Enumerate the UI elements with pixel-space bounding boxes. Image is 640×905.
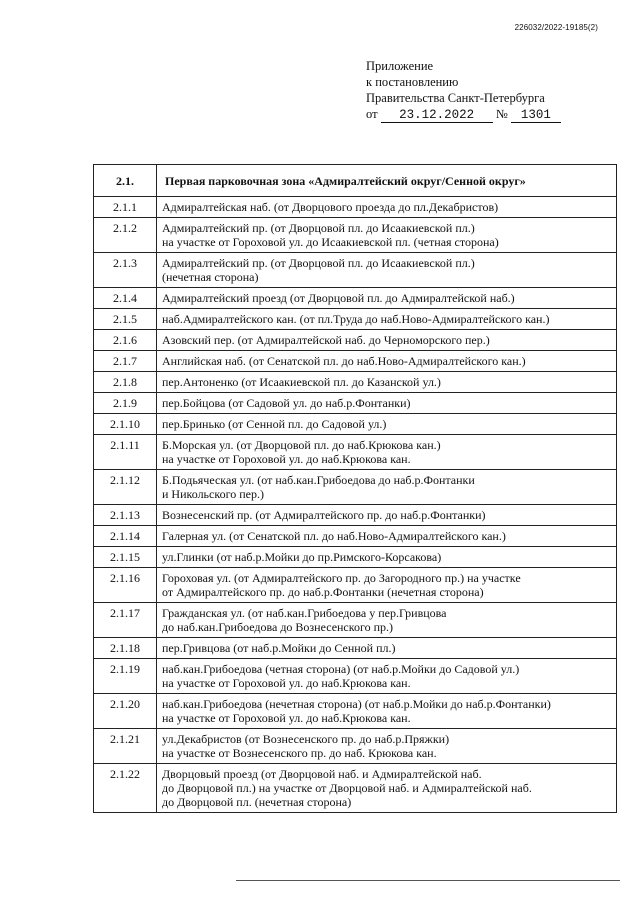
row-street-description xyxy=(157,603,617,638)
description-line: пер.Бринько (от Сенной пл. до Садовой ул.) xyxy=(162,417,387,431)
row-code: 2.1.12 xyxy=(94,470,157,505)
row-street-description xyxy=(157,197,617,218)
appendix-block xyxy=(366,58,561,123)
description-line: Английская наб. (от Сенатской пл. до наб.Ново-Адмиралтейского кан.) xyxy=(162,354,526,368)
row-street-description xyxy=(157,694,617,729)
row-street-description xyxy=(157,351,617,372)
description-line: на участке от Гороховой ул. до наб.Крюкова кан. xyxy=(162,676,411,690)
document-registration-number: 226032/2022-19185(2) xyxy=(514,23,598,32)
row-street-description xyxy=(157,568,617,603)
row-code: 2.1.22 xyxy=(94,764,157,813)
row-code: 2.1.4 xyxy=(94,288,157,309)
bottom-divider xyxy=(236,880,620,881)
row-street-description xyxy=(157,372,617,393)
row-street-description xyxy=(157,309,617,330)
row-street-description xyxy=(157,330,617,351)
description-line: Адмиралтейский пр. (от Дворцовой пл. до Исаакиевской пл.) xyxy=(162,256,475,270)
row-code: 2.1.13 xyxy=(94,505,157,526)
description-line: до Дворцовой пл. (нечетная сторона) xyxy=(162,795,352,809)
description-line: на участке от Вознесенского пр. до наб. Крюкова кан. xyxy=(162,746,437,760)
row-code: 2.1.8 xyxy=(94,372,157,393)
description-line: наб.Адмиралтейского кан. (от пл.Труда до наб.Ново-Адмиралтейского кан.) xyxy=(162,312,550,326)
table-row xyxy=(94,547,617,568)
row-code: 2.1.21 xyxy=(94,729,157,764)
appendix-title: Приложение xyxy=(366,59,434,73)
table-row xyxy=(94,330,617,351)
description-line: Б.Морская ул. (от Дворцовой пл. до наб.Крюкова кан.) xyxy=(162,438,441,452)
description-line: на участке от Гороховой ул. до наб.Крюкова кан. xyxy=(162,711,411,725)
description-line: наб.кан.Грибоедова (четная сторона) (от наб.р.Мойки до Садовой ул.) xyxy=(162,662,520,676)
table-row xyxy=(94,393,617,414)
row-street-description xyxy=(157,470,617,505)
row-code: 2.1.17 xyxy=(94,603,157,638)
row-code: 2.1.14 xyxy=(94,526,157,547)
description-line: ул.Глинки (от наб.р.Мойки до пр.Римского-Корсакова) xyxy=(162,550,442,564)
row-street-description xyxy=(157,505,617,526)
row-code: 2.1.1 xyxy=(94,197,157,218)
appendix-government: Правительства Санкт-Петербурга xyxy=(366,91,545,105)
row-code: 2.1.10 xyxy=(94,414,157,435)
description-line: Гороховая ул. (от Адмиралтейского пр. до Загородного пр.) на участке xyxy=(162,571,521,585)
date-prefix: от xyxy=(366,107,378,121)
table-row xyxy=(94,435,617,470)
row-street-description xyxy=(157,393,617,414)
description-line: Дворцовый проезд (от Дворцовой наб. и Адмиралтейской наб. xyxy=(162,767,482,781)
table-row xyxy=(94,638,617,659)
table-row xyxy=(94,526,617,547)
description-line: наб.кан.Грибоедова (нечетная сторона) (от наб.р.Мойки до наб.р.Фонтанки) xyxy=(162,697,551,711)
row-code: 2.1.5 xyxy=(94,309,157,330)
description-line: Адмиралтейский проезд (от Дворцовой пл. до Адмиралтейской наб.) xyxy=(162,291,515,305)
table-row xyxy=(94,659,617,694)
description-line: пер.Антоненко (от Исаакиевской пл. до Казанской ул.) xyxy=(162,375,441,389)
row-code: 2.1.18 xyxy=(94,638,157,659)
table-row xyxy=(94,351,617,372)
description-line: на участке от Гороховой ул. до наб.Крюкова кан. xyxy=(162,452,411,466)
table-row xyxy=(94,470,617,505)
row-code: 2.1.16 xyxy=(94,568,157,603)
row-street-description xyxy=(157,526,617,547)
table-row xyxy=(94,372,617,393)
description-line: Адмиралтейский пр. (от Дворцовой пл. до Исаакиевской пл.) xyxy=(162,221,475,235)
description-line: пер.Гривцова (от наб.р.Мойки до Сенной пл.) xyxy=(162,641,396,655)
table-row xyxy=(94,568,617,603)
description-line: до наб.кан.Грибоедова до Вознесенского пр.) xyxy=(162,620,394,634)
row-code: 2.1.19 xyxy=(94,659,157,694)
row-code: 2.1.11 xyxy=(94,435,157,470)
row-street-description xyxy=(157,547,617,568)
row-code: 2.1.20 xyxy=(94,694,157,729)
table-row xyxy=(94,603,617,638)
description-line: Адмиралтейская наб. (от Дворцового проезда до пл.Декабристов) xyxy=(162,200,499,214)
row-code: 2.1.7 xyxy=(94,351,157,372)
row-street-description xyxy=(157,638,617,659)
table-row xyxy=(94,253,617,288)
parking-zone-table xyxy=(93,164,617,813)
row-street-description xyxy=(157,218,617,253)
description-line: Гражданская ул. (от наб.кан.Грибоедова у пер.Гривцова xyxy=(162,606,447,620)
row-code: 2.1.6 xyxy=(94,330,157,351)
row-street-description xyxy=(157,414,617,435)
zone-code: 2.1. xyxy=(94,165,157,197)
table-row xyxy=(94,694,617,729)
row-street-description xyxy=(157,764,617,813)
description-line: пер.Бойцова (от Садовой ул. до наб.р.Фонтанки) xyxy=(162,396,411,410)
table-row xyxy=(94,288,617,309)
description-line: ул.Декабристов (от Вознесенского пр. до наб.р.Пряжки) xyxy=(162,732,450,746)
table-row xyxy=(94,197,617,218)
resolution-number: 1301 xyxy=(511,109,561,123)
table-row xyxy=(94,505,617,526)
appendix-to-resolution: к постановлению xyxy=(366,75,459,89)
row-street-description xyxy=(157,435,617,470)
resolution-date: 23.12.2022 xyxy=(381,109,493,123)
appendix-date-number-line xyxy=(366,106,561,123)
row-street-description xyxy=(157,729,617,764)
zone-header-row xyxy=(94,165,617,197)
description-line: Галерная ул. (от Сенатской пл. до наб.Ново-Адмиралтейского кан.) xyxy=(162,529,506,543)
row-code: 2.1.2 xyxy=(94,218,157,253)
row-code: 2.1.9 xyxy=(94,393,157,414)
description-line: Вознесенский пр. (от Адмиралтейского пр. до наб.р.Фонтанки) xyxy=(162,508,486,522)
zone-title: Первая парковочная зона «Адмиралтейский округ/Сенной округ» xyxy=(157,165,617,197)
table-row xyxy=(94,764,617,813)
description-line: на участке от Гороховой ул. до Исаакиевской пл. (четная сторона) xyxy=(162,235,499,249)
table-row xyxy=(94,218,617,253)
table-row xyxy=(94,414,617,435)
row-code: 2.1.15 xyxy=(94,547,157,568)
table-row xyxy=(94,729,617,764)
row-code: 2.1.3 xyxy=(94,253,157,288)
table-row xyxy=(94,309,617,330)
description-line: и Никольского пер.) xyxy=(162,487,264,501)
row-street-description xyxy=(157,659,617,694)
row-street-description xyxy=(157,288,617,309)
description-line: (нечетная сторона) xyxy=(162,270,259,284)
description-line: от Адмиралтейского пр. до наб.р.Фонтанки (нечетная сторона) xyxy=(162,585,484,599)
number-prefix: № xyxy=(495,107,508,121)
description-line: до Дворцовой пл.) на участке от Дворцовой наб. и Адмиралтейской наб. xyxy=(162,781,532,795)
description-line: Азовский пер. (от Адмиралтейской наб. до Черноморского пер.) xyxy=(162,333,490,347)
description-line: Б.Подьяческая ул. (от наб.кан.Грибоедова до наб.р.Фонтанки xyxy=(162,473,475,487)
row-street-description xyxy=(157,253,617,288)
